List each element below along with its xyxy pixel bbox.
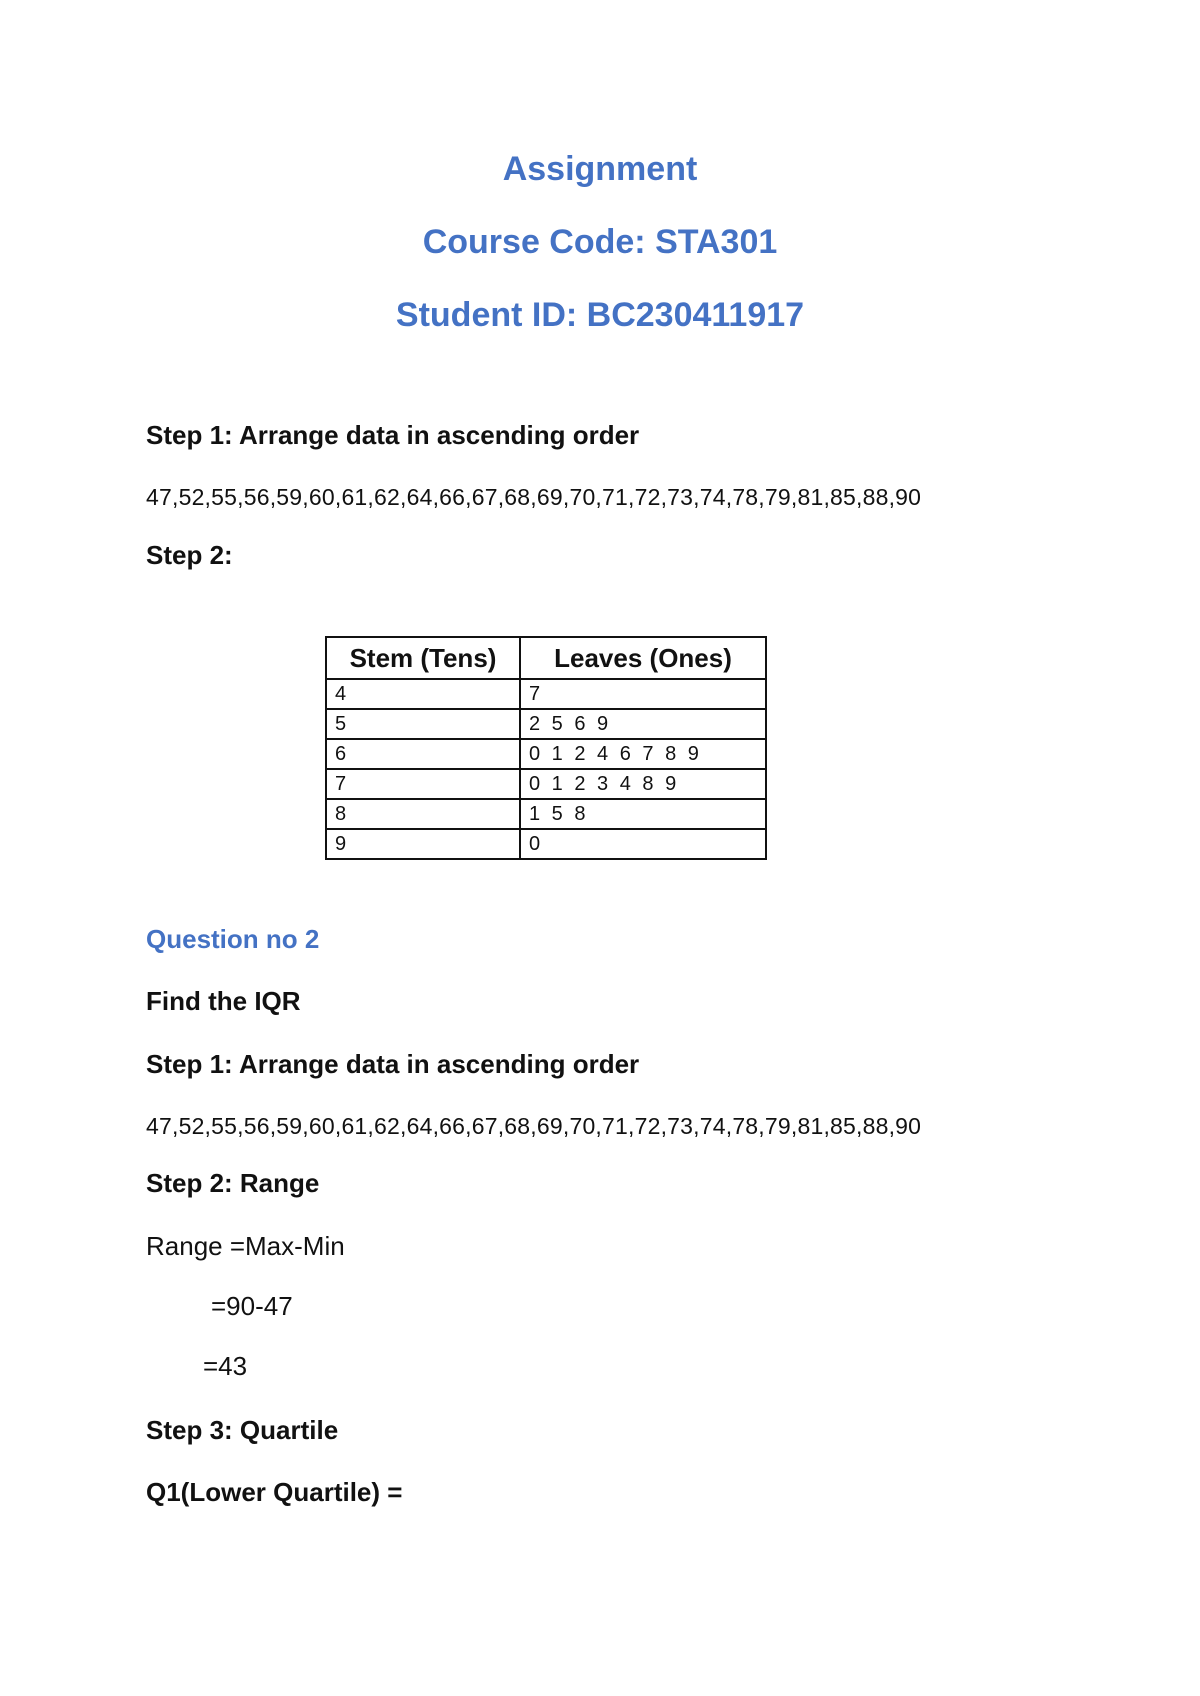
step1-heading: Step 1: Arrange data in ascending order (146, 420, 640, 450)
stem-cell: 6 (326, 739, 520, 769)
leaves-cell: 7 (520, 679, 766, 709)
student-id: Student ID: BC230411917 (395, 296, 805, 334)
q2-step1-heading: Step 1: Arrange data in ascending order (146, 1049, 640, 1079)
range-substitution: =90-47 (211, 1291, 293, 1321)
step1-data: 47,52,55,56,59,60,61,62,64,66,67,68,69,70,71,72,73,74,78,79,81,85,88,90 (146, 484, 922, 510)
range-result: =43 (203, 1351, 248, 1381)
stem-cell: 7 (326, 769, 520, 799)
q2-step1-data: 47,52,55,56,59,60,61,62,64,66,67,68,69,70,71,72,73,74,78,79,81,85,88,90 (146, 1113, 922, 1139)
table-row (326, 829, 766, 859)
table-row (326, 799, 766, 829)
leaves-cell: 0 (520, 829, 766, 859)
q2-step2-heading: Step 2: Range (146, 1168, 320, 1198)
stem-cell: 8 (326, 799, 520, 829)
question2-task: Find the IQR (146, 986, 301, 1016)
table-row (326, 739, 766, 769)
assignment-title: Assignment (502, 150, 698, 188)
course-code: Course Code: STA301 (422, 223, 778, 261)
stem-header: Stem (Tens) (326, 637, 520, 679)
q2-step3-heading: Step 3: Quartile (146, 1415, 339, 1445)
step2-heading: Step 2: (146, 540, 233, 570)
stem-cell: 5 (326, 709, 520, 739)
range-formula: Range =Max-Min (146, 1231, 345, 1261)
leaves-cell: 0 1 2 4 6 7 8 9 (520, 739, 766, 769)
question2-heading: Question no 2 (146, 924, 320, 954)
stem-cell: 9 (326, 829, 520, 859)
q1-label: Q1(Lower Quartile) = (146, 1477, 403, 1507)
stem-leaf-table (325, 636, 767, 860)
table-row (326, 769, 766, 799)
leaves-cell: 1 5 8 (520, 799, 766, 829)
table-header-row (326, 637, 766, 679)
table-row (326, 709, 766, 739)
stem-cell: 4 (326, 679, 520, 709)
leaves-header: Leaves (Ones) (520, 637, 766, 679)
leaves-cell: 2 5 6 9 (520, 709, 766, 739)
table-row (326, 679, 766, 709)
leaves-cell: 0 1 2 3 4 8 9 (520, 769, 766, 799)
